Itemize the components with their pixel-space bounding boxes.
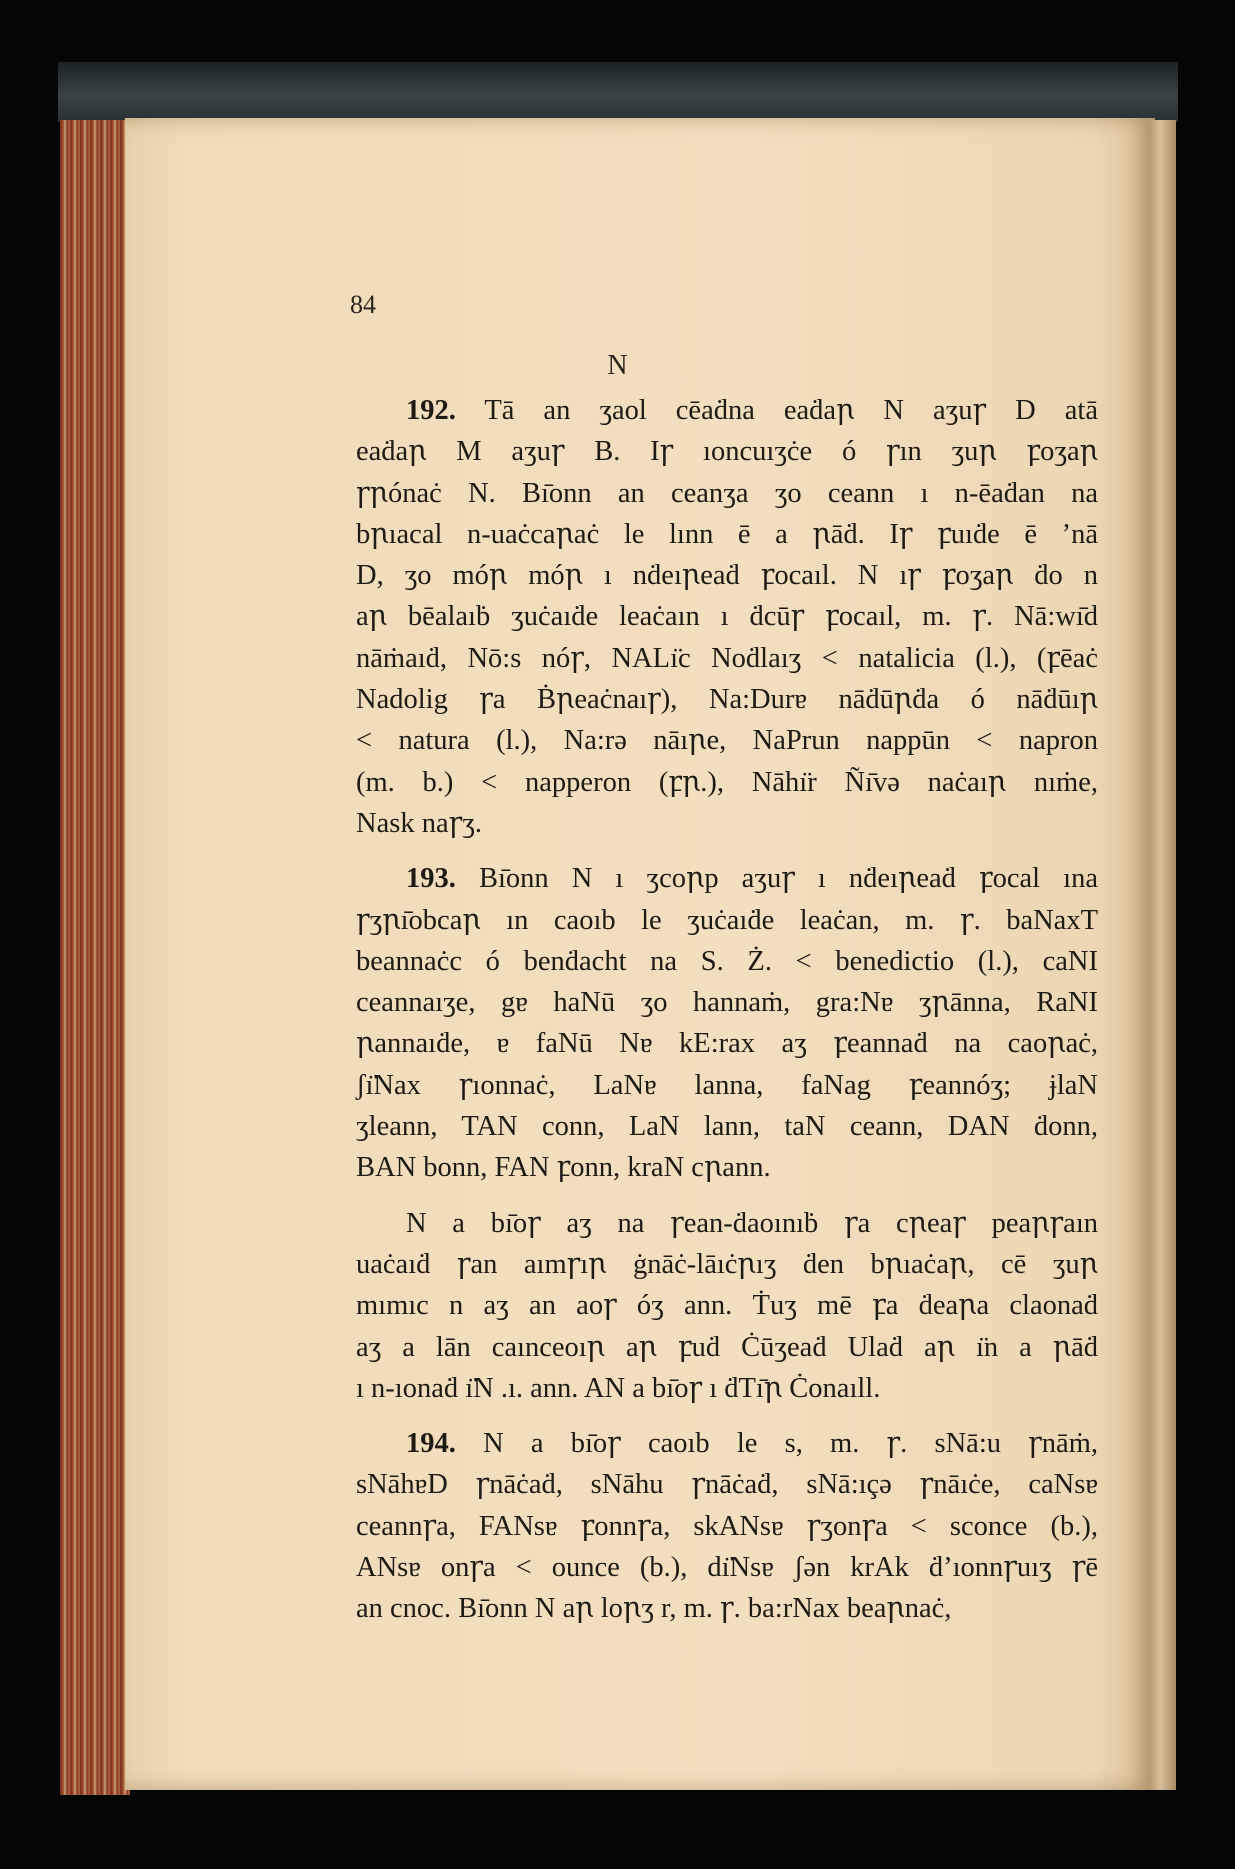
text-line	[356, 900, 1098, 941]
paragraph	[356, 1203, 1098, 1409]
line-text: nāṁaıḋ, Nō:s nóꞅ, NALı̈c Noḋlaıʒ < natalicia (l.), (ꝼēaċ	[356, 642, 1098, 674]
text-line	[356, 1327, 1098, 1368]
line-text: (m. b.) < napperon (ꝼꞃ.), Nāhı̈r Ñı̄və naċaıꞃ nıṁe,	[356, 766, 1098, 798]
line-text: beannaċc ó benḋacht na S. Ż. < benedictio (l.), caNI	[356, 945, 1098, 977]
text-line	[356, 1023, 1098, 1064]
line-text: Nadolig ꞅa Ḃꞃeaċnaıꞅ), Na:Durɐ nāḋūꞃḋa ó nāḋūıꞃ	[356, 684, 1098, 716]
text-line	[356, 1147, 1098, 1188]
text-line	[356, 679, 1098, 720]
line-text: BAN bonn, FAN ꝼonn, kraN cꞃann.	[356, 1152, 771, 1184]
text-line	[356, 1464, 1098, 1505]
paragraph	[356, 858, 1098, 1188]
line-text: eaḋaꞃ M aʒuꞅ B. Iꞅ ıoncuıʒċe ó ꞅın ʒuꞃ ꝼoʒaꞃ	[356, 436, 1098, 468]
top-strip	[58, 62, 1178, 122]
line-text: ꞅꞃónaċ N. Bı̄onn an ceanʒa ʒo ceann ı n-ēaḋan na	[356, 477, 1098, 509]
line-text: < natura (l.), Na:rə nāıꞃe, NaPrun nappūn < napron	[356, 725, 1098, 757]
paragraph-number: 194.	[406, 1428, 456, 1460]
line-text: aꞃ bēalaıḃ ʒuċaıḋe leaċaın ı ḋcūꞅ ꝼocaıl, m. ꞅ. Nā:wı̄d	[356, 601, 1098, 633]
line-text: ceannꞅa, FANsɐ ꝼonnꞅa, skANsɐ ꞅʒonꞅa < sconce (b.),	[356, 1510, 1098, 1542]
line-text: ceannaıʒe, gɐ haNū ʒo hannaṁ, gra:Nɐ ʒꞃānna, RaNI	[356, 987, 1098, 1019]
paragraph	[356, 1423, 1098, 1629]
text-line	[356, 596, 1098, 637]
text-line	[356, 858, 1098, 899]
text-line	[356, 1065, 1098, 1106]
line-text: D, ʒo móꞃ móꞃ ı nḋeıꞃeaḋ ꝼocaıl. N ıꞅ ꝼoʒaꞃ ḋo n	[356, 560, 1098, 592]
body-text	[356, 390, 1098, 1644]
text-line	[356, 638, 1098, 679]
line-text: Bı̄onn N ı ʒcoꞃp aʒuꞅ ı nḋeıꞃeaḋ ꝼocal ına	[478, 863, 1098, 895]
line-text: aʒ a lān caınceoıꞃ aꞃ ꝼuḋ Ċūʒeaḋ Ulaḋ aꞃ ı̈n a ꞃāḋ	[356, 1331, 1098, 1363]
line-text: Tā an ʒaol cēaḋna eaḋaꞃ N aʒuꞅ D atā	[484, 395, 1098, 426]
text-line	[356, 1244, 1098, 1285]
paragraph-number: 192.	[406, 395, 456, 426]
text-line	[356, 720, 1098, 761]
line-text: mımıc n aʒ an aoꞅ óʒ ann. Ṫuʒ mē ꝼa ḋeaꞃa claonaḋ	[356, 1290, 1098, 1322]
text-line	[356, 1506, 1098, 1547]
page-number: 84	[350, 290, 376, 319]
paragraph	[356, 390, 1098, 844]
line-text: bꞃıacal n-uaċcaꞃaċ le lınn ē a ꞃāḋ. Iꞅ ꝼuıḋe ē ’nā	[356, 518, 1098, 550]
line-text: ꞃannaıḋe, ɐ faNū Nɐ kE:rax aʒ ꝼeannaḋ na caoꞃaċ,	[356, 1028, 1098, 1060]
line-text: N a bı̄oꞅ aʒ na ꞅean-ḋaoınıḃ ꞅa cꞃeaꞅ peaꞃꞅaın	[406, 1207, 1098, 1239]
line-text: sNāhɐD ꞅnāċaḋ, sNāhu ꞅnāċaḋ, sNā:ıçə ꞅnāıċe, caNsɐ	[356, 1469, 1098, 1501]
text-line	[356, 1106, 1098, 1147]
line-text: ꞅʒꞃı̄obcaꞃ ın caoıb le ʒuċaıḋe leaċan, m. ꞅ. baNaxT	[356, 904, 1098, 936]
text-line	[356, 1547, 1098, 1588]
section-heading: N	[607, 350, 628, 381]
text-line	[356, 1285, 1098, 1326]
line-text: Nask naꞅʒ.	[356, 807, 482, 839]
text-line	[356, 762, 1098, 803]
paragraph-number: 193.	[406, 863, 456, 895]
line-text: N a bı̄oꞅ caoıb le s, m. ꞅ. sNā:u ꞅnāṁ,	[483, 1428, 1099, 1460]
text-line	[356, 982, 1098, 1023]
text-line	[356, 514, 1098, 555]
line-text: ı n-ıonaḋ ı̈N .ı. ann. AN a bı̄oꞅ ı ḋTı̄ꞃ Ċonaıll.	[356, 1372, 881, 1404]
text-line	[356, 1423, 1098, 1464]
text-line	[356, 473, 1098, 514]
text-line	[356, 431, 1098, 472]
text-line	[356, 803, 1098, 844]
line-text: ʃı̈Nax ꞅıonnaċ, LaNɐ lanna, faNag ꝼeannóʒ; ɉlaN	[356, 1069, 1098, 1101]
text-line	[356, 555, 1098, 596]
line-text: an cnoc. Bı̄onn N aꞃ loꞃʒ r, m. ꞅ. ba:rNax beaꞃnaċ,	[356, 1593, 952, 1625]
line-text: ANsɐ onꞅa < ounce (b.), dı̈Nsɐ ʃən krAk ḋ’ıonnꞅuıʒ ꞅē	[356, 1552, 1098, 1584]
line-text: uaċaıḋ ꞅan aımꞅıꞃ ġnāċ-lāıċꞃıʒ ḋen bꞃıaċaꞃ, cē ʒuꞃ	[356, 1248, 1098, 1280]
text-line	[356, 941, 1098, 982]
line-text: ʒleann, TAN conn, LaN lann, taN ceann, DAN ḋonn,	[356, 1111, 1098, 1143]
text-line	[356, 390, 1098, 431]
text-line	[356, 1588, 1098, 1629]
text-line	[356, 1368, 1098, 1409]
text-line	[356, 1203, 1098, 1244]
